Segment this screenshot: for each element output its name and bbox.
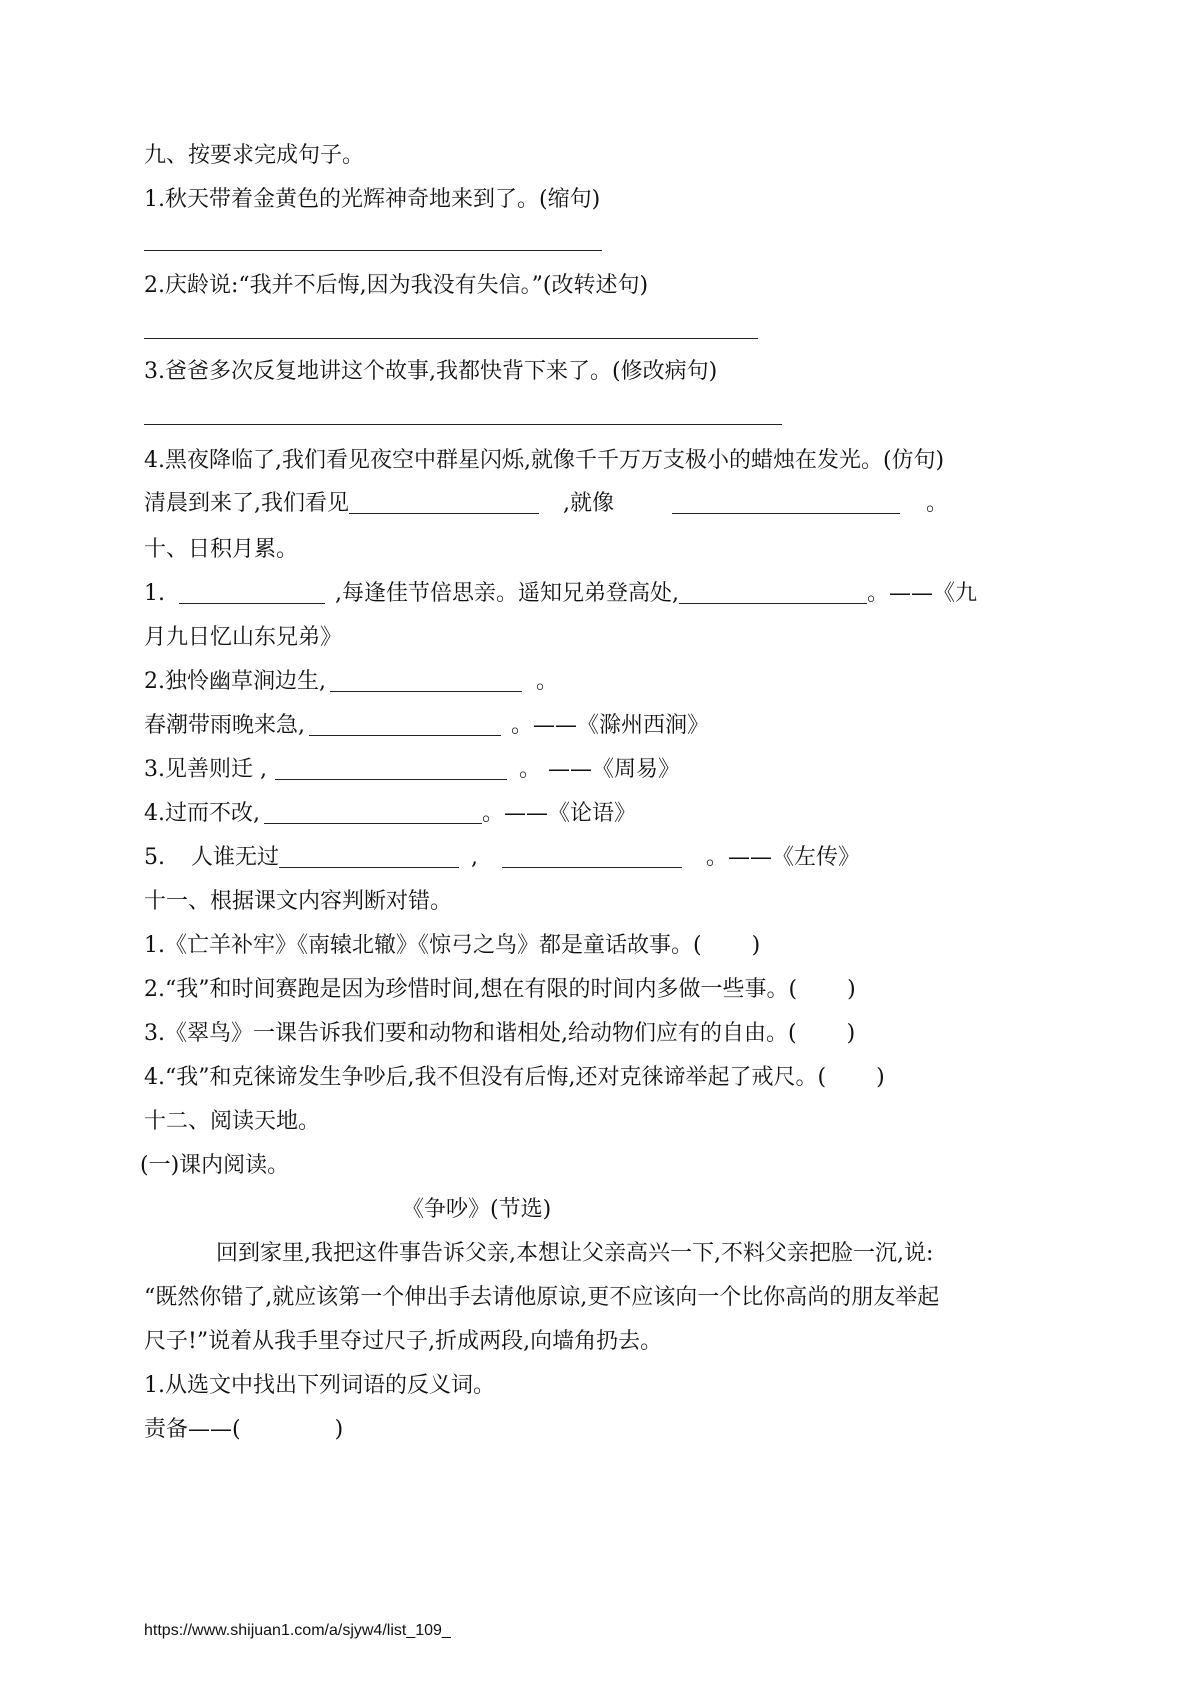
question-10-2-line2: [144, 712, 709, 740]
passage-line-1: 回到家里,我把这件事告诉父亲,本想让父亲高兴一下,不料父亲把脸一沉,说:: [216, 1241, 934, 1266]
question-10-1: [144, 580, 977, 608]
section-9-title: 九、按要求完成句子。: [144, 143, 365, 168]
imitation-lead: 清晨到来了,我们看见: [144, 491, 349, 516]
imitation-middle: ,就像: [563, 491, 614, 516]
q11-3-close: ): [846, 1021, 856, 1046]
q10-2-end: 。: [535, 669, 558, 694]
passage-line-2: “既然你错了,就应该第一个伸出手去请他原谅,更不应该向一个比你高尚的朋友举起: [144, 1285, 940, 1310]
q10-2-source: 。——《滁州西涧》: [511, 713, 710, 738]
answer-blank-10-5b[interactable]: [502, 845, 682, 868]
q10-1-source: 。——《九: [867, 581, 978, 606]
section-10-title: 十、日积月累。: [144, 537, 299, 562]
answer-blank-9-4b[interactable]: [672, 491, 900, 514]
subsection-title: (一)课内阅读。: [140, 1153, 290, 1178]
q10-1-number: 1.: [144, 581, 165, 606]
footer-url: https://www.shijuan1.com/a/sjyw4/list_109_: [144, 1622, 451, 1639]
imitation-end: 。: [926, 491, 949, 516]
answer-line-9-3[interactable]: [144, 424, 782, 425]
antonym-close: ): [334, 1417, 344, 1442]
question-12-1-item: [144, 1416, 343, 1444]
question-9-3: 3.爸爸多次反复地讲这个故事,我都快背下来了。(修改病句): [144, 359, 718, 384]
question-10-1-source-cont: 月九日忆山东兄弟》: [144, 625, 343, 650]
q11-1-text: 1.《亡羊补牢》《南辕北辙》《惊弓之鸟》都是童话故事。(: [144, 933, 702, 958]
question-12-1: 1.从选文中找出下列词语的反义词。: [144, 1373, 495, 1398]
question-10-2: [144, 668, 558, 696]
answer-blank-10-2a[interactable]: [330, 669, 522, 692]
question-9-4-imitation: [144, 490, 948, 518]
q11-4-text: 4.“我”和克徕谛发生争吵后,我不但没有后悔,还对克徕谛举起了戒尺。(: [144, 1065, 827, 1090]
question-10-5: [144, 844, 860, 872]
q10-5-number: 5.: [144, 845, 165, 870]
answer-blank-10-1a[interactable]: [179, 581, 325, 604]
q10-1-text: ,每逢佳节倍思亲。遥知兄弟登高处,: [335, 581, 679, 606]
answer-blank-10-5a[interactable]: [279, 845, 459, 868]
question-10-4: [144, 800, 636, 828]
answer-blank-10-1b[interactable]: [679, 581, 867, 604]
q11-3-text: 3.《翠鸟》一课告诉我们要和动物和谐相处,给动物们应有的自由。(: [144, 1021, 797, 1046]
answer-blank-10-2b[interactable]: [309, 713, 501, 736]
q10-3-text: 3.见善则迁 ,: [144, 757, 267, 782]
q10-2-text: 2.独怜幽草涧边生,: [144, 669, 326, 694]
antonym-prompt: 责备——(: [144, 1417, 241, 1442]
q10-5-source: 。——《左传》: [706, 845, 861, 870]
q11-2-close: ): [847, 977, 856, 1002]
question-9-1: 1.秋天带着金黄色的光辉神奇地来到了。(缩句): [144, 187, 601, 212]
q10-5-comma: ,: [471, 845, 479, 870]
question-11-4: [144, 1064, 885, 1092]
q10-3-source: 。 ——《周易》: [518, 757, 680, 782]
question-11-1: [144, 932, 760, 960]
q10-4-source: 。——《论语》: [481, 801, 636, 826]
answer-line-9-2[interactable]: [144, 338, 758, 339]
q10-4-text: 4.过而不改,: [144, 801, 260, 826]
question-9-2: 2.庆龄说:“我并不后悔,因为我没有失信。”(改转述句): [144, 273, 649, 298]
passage-title: 《争吵》(节选): [402, 1197, 552, 1222]
answer-blank-10-4[interactable]: [264, 801, 482, 824]
question-11-2: [144, 976, 856, 1004]
answer-blank-10-3[interactable]: [275, 757, 507, 780]
q10-2-text2: 春潮带雨晚来急,: [144, 713, 305, 738]
section-11-title: 十一、根据课文内容判断对错。: [144, 889, 453, 914]
answer-line-9-1[interactable]: [144, 250, 602, 251]
question-11-3: [144, 1020, 855, 1048]
question-9-4: 4.黑夜降临了,我们看见夜空中群星闪烁,就像千千万万支极小的蜡烛在发光。(仿句): [144, 448, 945, 473]
section-12-title: 十二、阅读天地。: [144, 1109, 321, 1134]
answer-blank-9-4a[interactable]: [349, 491, 539, 514]
q11-4-close: ): [876, 1065, 885, 1090]
q11-2-text: 2.“我”和时间赛跑是因为珍惜时间,想在有限的时间内多做一些事。(: [144, 977, 798, 1002]
q10-5-text: 人谁无过: [191, 845, 280, 870]
question-10-3: [144, 756, 680, 784]
passage-line-3: 尺子!”说着从我手里夺过尺子,折成两段,向墙角扔去。: [144, 1329, 663, 1354]
q11-1-close: ): [751, 933, 761, 958]
